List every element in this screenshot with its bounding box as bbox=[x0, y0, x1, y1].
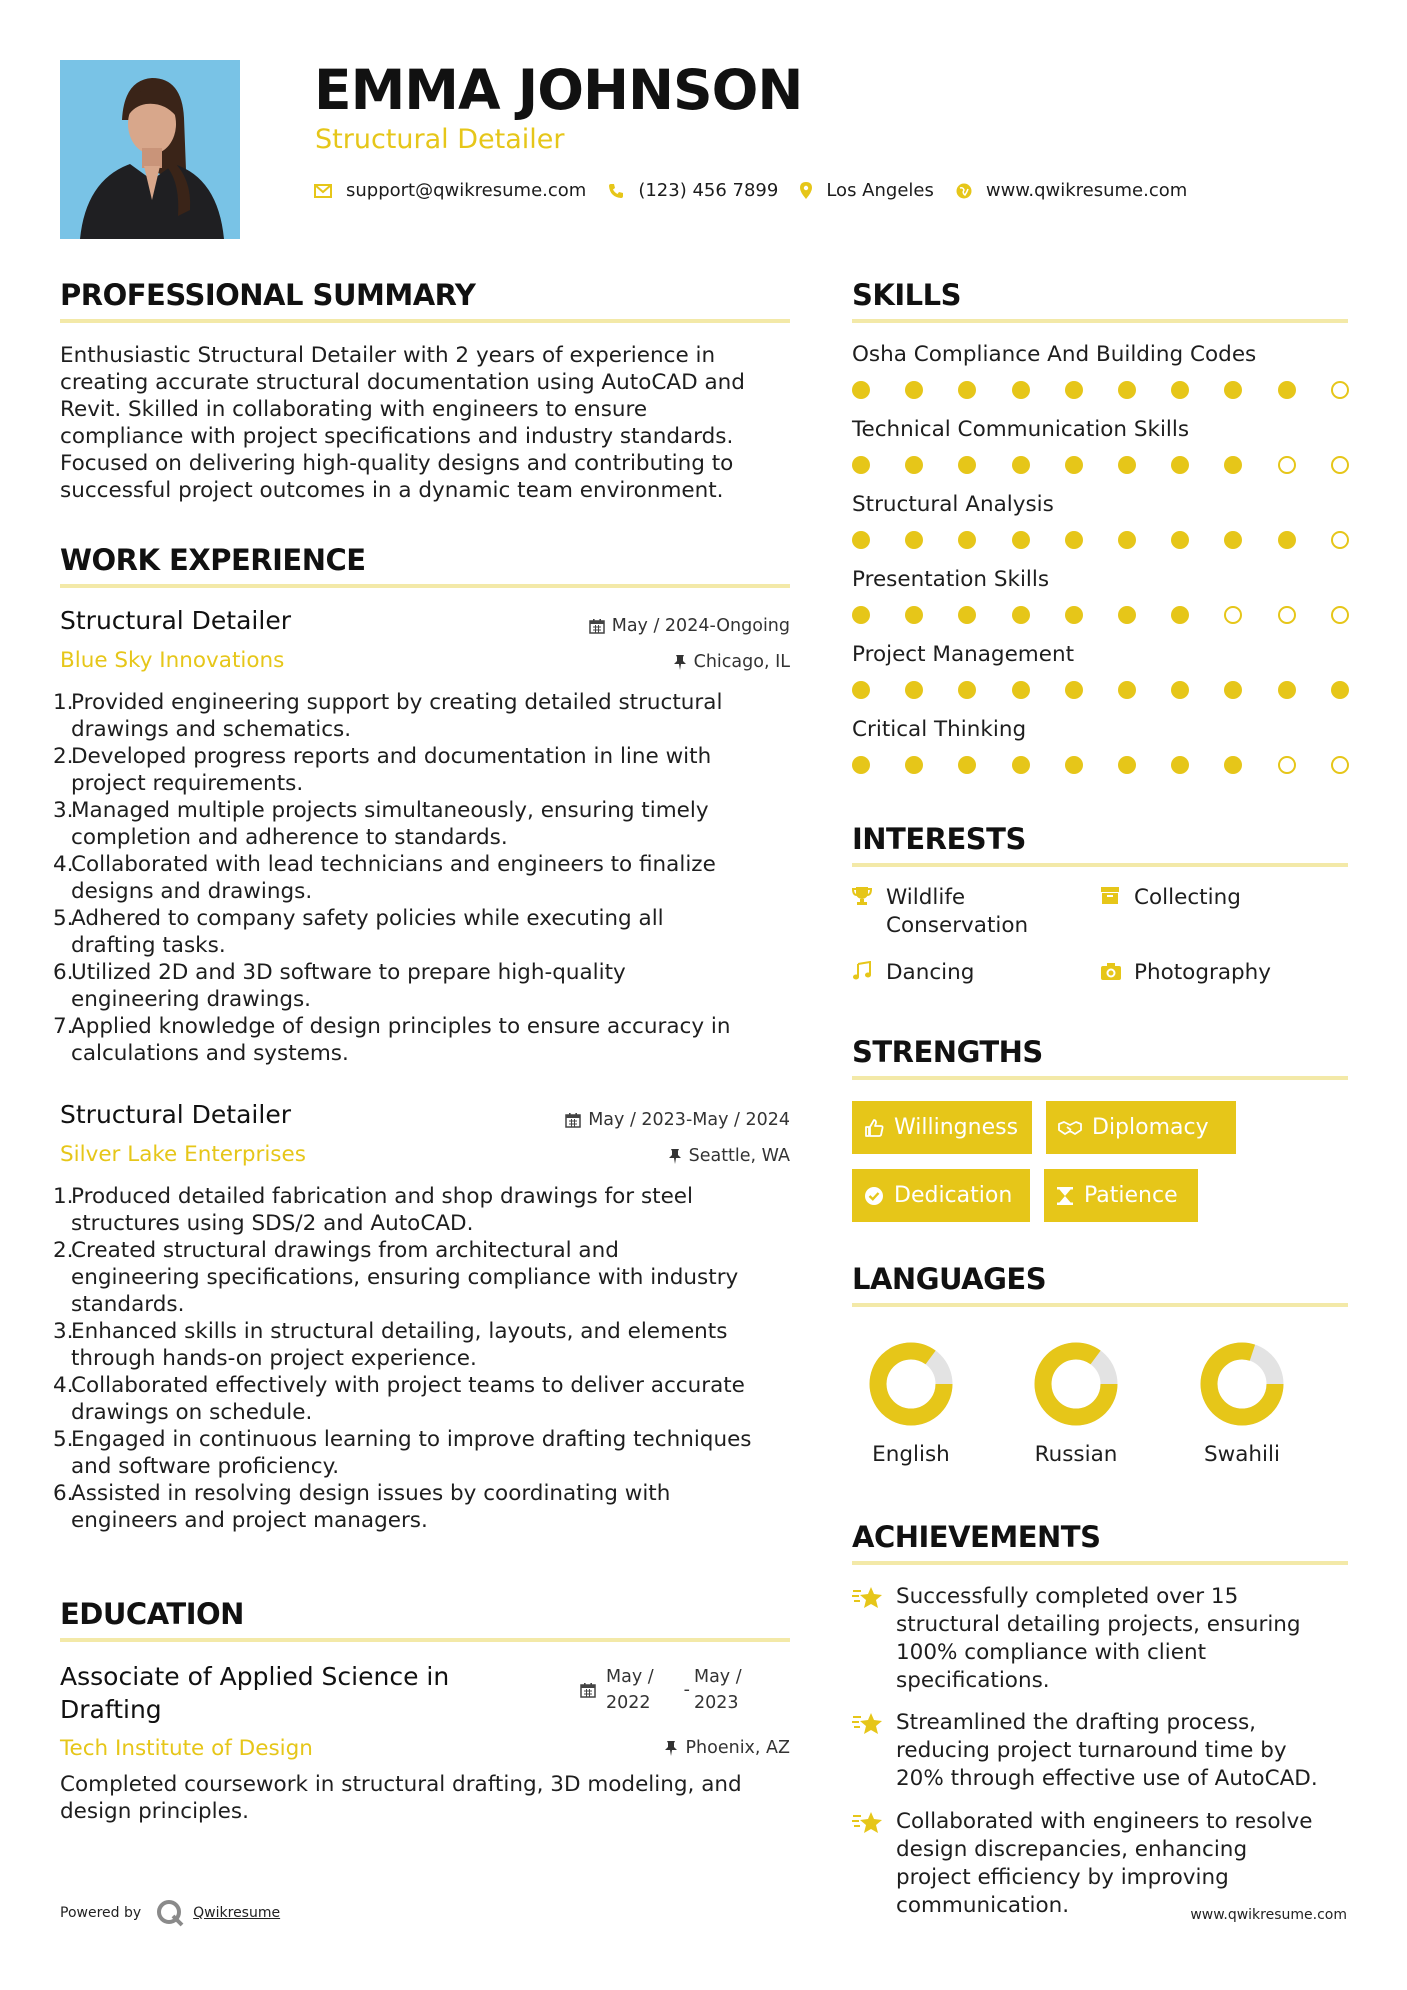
skill-dot-filled bbox=[1065, 381, 1083, 399]
skill-dot-empty bbox=[1224, 606, 1242, 624]
education-divider bbox=[60, 1638, 790, 1642]
skill-rating bbox=[852, 756, 1352, 776]
calendar-icon bbox=[589, 618, 605, 634]
handshake-icon bbox=[1058, 1118, 1082, 1138]
job-bullets bbox=[53, 689, 803, 1067]
summary-line: Focused on delivering high-quality designs and contributing to bbox=[60, 451, 734, 476]
skill-dot-filled bbox=[1118, 531, 1136, 549]
calendar-icon bbox=[580, 1682, 596, 1698]
skill-dot-filled bbox=[905, 531, 923, 549]
contact-location bbox=[800, 180, 934, 201]
list-item: 6. Assisted in resolving design issues by coordinating with engineers and project managers. bbox=[53, 1481, 671, 1533]
strength-badge: Patience bbox=[1044, 1169, 1198, 1222]
skill-dot-empty bbox=[1331, 606, 1349, 624]
location-text: Los Angeles bbox=[826, 180, 934, 201]
school-name: Tech Institute of Design bbox=[60, 1736, 313, 1761]
skill-dot-filled bbox=[1224, 531, 1242, 549]
skill-dot-filled bbox=[852, 381, 870, 399]
education-start: May / 2022 bbox=[606, 1667, 654, 1713]
list-item: 3. Managed multiple projects simultaneously, ensuring timely completion and adherence to standards. bbox=[53, 798, 709, 850]
skill-dot-filled bbox=[1171, 756, 1189, 774]
powered-by bbox=[60, 1898, 280, 1928]
skill-dot-filled bbox=[852, 456, 870, 474]
education-end: May / 2023 bbox=[693, 1667, 742, 1713]
contact-email[interactable] bbox=[314, 180, 586, 201]
languages-heading: LANGUAGES bbox=[852, 1262, 1047, 1296]
skill-dot-filled bbox=[1012, 381, 1030, 399]
skill-rating bbox=[852, 381, 1352, 401]
language-name: English bbox=[872, 1442, 950, 1467]
strengths-heading: STRENGTHS bbox=[852, 1035, 1043, 1069]
job-title: Structural Detailer bbox=[60, 606, 291, 635]
job-location bbox=[673, 652, 790, 672]
skill-dot-filled bbox=[1012, 456, 1030, 474]
skill-name: Project Management bbox=[852, 642, 1075, 667]
skill-dot-filled bbox=[852, 606, 870, 624]
skill-dot-filled bbox=[958, 756, 976, 774]
email-text: support@qwikresume.com bbox=[346, 180, 587, 201]
language-item bbox=[856, 1340, 966, 1467]
interest-item: Wildlife Conservation bbox=[852, 884, 1028, 940]
star-award-icon bbox=[852, 1585, 884, 1611]
company-name: Blue Sky Innovations bbox=[60, 648, 285, 673]
globe-icon bbox=[956, 183, 972, 199]
achievements-divider bbox=[852, 1561, 1348, 1565]
skill-dot-filled bbox=[1012, 606, 1030, 624]
check-circle-icon bbox=[864, 1186, 884, 1206]
website-text: www.qwikresume.com bbox=[985, 180, 1188, 201]
achievement-item: Collaborated with engineers to resolve design discrepancies, enhancing project efficiency by improving communication. bbox=[852, 1808, 1352, 1920]
skill-dot-filled bbox=[1118, 381, 1136, 399]
language-name: Russian bbox=[1034, 1442, 1118, 1467]
job-location-text: Chicago, IL bbox=[693, 652, 790, 672]
skill-name: Structural Analysis bbox=[852, 492, 1054, 517]
list-item: 2. Created structural drawings from architectural and engineering specifications, ensuring compliance with industry standards. bbox=[53, 1238, 739, 1317]
language-donut bbox=[1198, 1340, 1286, 1428]
language-item bbox=[1021, 1340, 1131, 1467]
list-item: 6. Utilized 2D and 3D software to prepare high-quality engineering drawings. bbox=[53, 960, 626, 1012]
pushpin-icon bbox=[668, 1148, 682, 1164]
list-item: 1. Provided engineering support by creating detailed structural drawings and schematics. bbox=[53, 690, 723, 742]
music-note-icon bbox=[852, 961, 872, 981]
skill-dot-filled bbox=[1118, 606, 1136, 624]
degree-title: Associate of Applied Science in Drafting bbox=[60, 1662, 450, 1724]
summary-heading: PROFESSIONAL SUMMARY bbox=[60, 278, 476, 312]
powered-by-label: Powered by bbox=[60, 1905, 142, 1921]
job-date-text: May / 2023-May / 2024 bbox=[588, 1110, 790, 1130]
skill-name: Technical Communication Skills bbox=[852, 417, 1190, 442]
star-award-icon bbox=[852, 1810, 884, 1836]
skill-dot-filled bbox=[958, 381, 976, 399]
language-donut bbox=[1032, 1340, 1120, 1428]
phone-text: (123) 456 7899 bbox=[638, 180, 779, 201]
summary-divider bbox=[60, 319, 790, 323]
profile-photo bbox=[60, 60, 240, 239]
education-dates bbox=[580, 1664, 742, 1716]
skill-dot-filled bbox=[1224, 381, 1242, 399]
list-item: 4. Collaborated effectively with project teams to deliver accurate drawings on schedule. bbox=[53, 1373, 745, 1425]
qwikresume-link[interactable]: Qwikresume bbox=[193, 1905, 281, 1921]
skill-dot-filled bbox=[1065, 606, 1083, 624]
skill-dot-filled bbox=[1065, 681, 1083, 699]
strength-badge: Diplomacy bbox=[1046, 1101, 1236, 1154]
skill-rating bbox=[852, 531, 1352, 551]
summary-line: Enthusiastic Structural Detailer with 2 years of experience in bbox=[60, 343, 716, 368]
candidate-title: Structural Detailer bbox=[315, 124, 565, 155]
skill-dot-filled bbox=[1171, 606, 1189, 624]
skill-dot-filled bbox=[1065, 531, 1083, 549]
skill-dot-filled bbox=[958, 681, 976, 699]
skill-dot-empty bbox=[1331, 456, 1349, 474]
skill-rating bbox=[852, 681, 1352, 701]
skill-dot-filled bbox=[1224, 756, 1242, 774]
skill-dot-empty bbox=[1278, 456, 1296, 474]
archive-box-icon bbox=[1100, 886, 1120, 906]
strength-badge: Dedication bbox=[852, 1169, 1030, 1222]
list-item: 4. Collaborated with lead technicians and engineers to finalize designs and drawings. bbox=[53, 852, 716, 904]
achievement-item: Streamlined the drafting process, reducing project turnaround time by 20% through effective use of AutoCAD. bbox=[852, 1709, 1352, 1793]
strengths-divider bbox=[852, 1076, 1348, 1080]
skill-dot-filled bbox=[1012, 756, 1030, 774]
education-location-text: Phoenix, AZ bbox=[685, 1738, 790, 1758]
experience-divider bbox=[60, 584, 790, 588]
skill-dot-filled bbox=[852, 531, 870, 549]
language-donut bbox=[867, 1340, 955, 1428]
language-item bbox=[1187, 1340, 1297, 1467]
trophy-icon bbox=[852, 886, 872, 906]
camera-icon bbox=[1100, 961, 1122, 981]
summary-line: successful project outcomes in a dynamic team environment. bbox=[60, 478, 724, 503]
pushpin-icon bbox=[664, 1740, 678, 1756]
skill-dot-filled bbox=[1118, 456, 1136, 474]
star-award-icon bbox=[852, 1711, 884, 1737]
qwikresume-logo-icon bbox=[155, 1898, 185, 1928]
skill-dot-filled bbox=[1118, 681, 1136, 699]
list-item: 5. Adhered to company safety policies while executing all drafting tasks. bbox=[53, 906, 664, 958]
skills-divider bbox=[852, 319, 1348, 323]
list-item: 7. Applied knowledge of design principles to ensure accuracy in calculations and systems. bbox=[53, 1014, 731, 1066]
candidate-name: EMMA JOHNSON bbox=[314, 58, 803, 122]
skill-dot-filled bbox=[905, 456, 923, 474]
skill-name: Critical Thinking bbox=[852, 717, 1027, 742]
skill-name: Presentation Skills bbox=[852, 567, 1050, 592]
education-location bbox=[664, 1738, 790, 1758]
skill-dot-empty bbox=[1331, 381, 1349, 399]
skill-dot-filled bbox=[1331, 681, 1349, 699]
languages-divider bbox=[852, 1303, 1348, 1307]
skill-dot-filled bbox=[852, 756, 870, 774]
strength-badge: Willingness bbox=[852, 1101, 1032, 1154]
skill-dot-filled bbox=[1224, 456, 1242, 474]
interests-divider bbox=[852, 863, 1348, 867]
skill-dot-empty bbox=[1278, 606, 1296, 624]
calendar-icon bbox=[565, 1112, 581, 1128]
summary-line: compliance with project specifications and industry standards. bbox=[60, 424, 734, 449]
summary-text bbox=[60, 342, 800, 504]
skill-name: Osha Compliance And Building Codes bbox=[852, 342, 1257, 367]
summary-line: creating accurate structural documentation using AutoCAD and bbox=[60, 370, 745, 395]
skill-dot-filled bbox=[1224, 681, 1242, 699]
job-bullets bbox=[53, 1183, 803, 1534]
interest-item: Dancing bbox=[852, 959, 974, 987]
skill-dot-filled bbox=[1171, 531, 1189, 549]
job-location bbox=[668, 1146, 790, 1166]
job-location-text: Seattle, WA bbox=[688, 1146, 790, 1166]
job-date-text: May / 2024-Ongoing bbox=[611, 616, 790, 636]
skill-rating bbox=[852, 456, 1352, 476]
achievements-heading: ACHIEVEMENTS bbox=[852, 1520, 1101, 1554]
skill-dot-filled bbox=[1065, 756, 1083, 774]
skills-heading: SKILLS bbox=[852, 278, 961, 312]
education-description: Completed coursework in structural drafting, 3D modeling, and design principles. bbox=[60, 1772, 742, 1824]
skill-dot-filled bbox=[1278, 381, 1296, 399]
skill-dot-filled bbox=[905, 606, 923, 624]
skill-dot-filled bbox=[1171, 681, 1189, 699]
skill-dot-filled bbox=[958, 606, 976, 624]
summary-line: Revit. Skilled in collaborating with engineers to ensure bbox=[60, 397, 648, 422]
job-date bbox=[565, 1110, 790, 1130]
skill-dot-filled bbox=[1118, 756, 1136, 774]
job-title: Structural Detailer bbox=[60, 1100, 291, 1129]
skill-dot-filled bbox=[1278, 531, 1296, 549]
list-item: 3. Enhanced skills in structural detailing, layouts, and elements through hands-on project experience. bbox=[53, 1319, 728, 1371]
skill-dot-filled bbox=[1065, 456, 1083, 474]
experience-heading: WORK EXPERIENCE bbox=[60, 543, 366, 577]
list-item: 2. Developed progress reports and documentation in line with project requirements. bbox=[53, 744, 712, 796]
footer-website[interactable]: www.qwikresume.com bbox=[1190, 1907, 1347, 1923]
interest-item: Photography bbox=[1100, 959, 1271, 987]
envelope-icon bbox=[314, 184, 332, 198]
skill-dot-empty bbox=[1331, 531, 1349, 549]
hourglass-icon bbox=[1056, 1186, 1074, 1206]
skill-dot-empty bbox=[1331, 756, 1349, 774]
skill-dot-filled bbox=[905, 756, 923, 774]
interests-heading: INTERESTS bbox=[852, 822, 1026, 856]
skill-dot-filled bbox=[1012, 681, 1030, 699]
thumbs-up-icon bbox=[864, 1118, 884, 1138]
date-separator: - bbox=[683, 1680, 690, 1700]
contact-phone[interactable] bbox=[608, 180, 778, 201]
job-date bbox=[589, 616, 790, 636]
contact-website[interactable] bbox=[956, 180, 1187, 201]
pushpin-icon bbox=[673, 654, 687, 670]
skill-dot-filled bbox=[1278, 681, 1296, 699]
language-name: Swahili bbox=[1204, 1442, 1280, 1467]
map-pin-icon bbox=[800, 182, 812, 199]
skill-dot-filled bbox=[958, 531, 976, 549]
contact-bar bbox=[314, 180, 1209, 201]
skill-dot-filled bbox=[905, 381, 923, 399]
interest-item: Collecting bbox=[1100, 884, 1241, 912]
education-heading: EDUCATION bbox=[60, 1597, 244, 1631]
skill-dot-filled bbox=[852, 681, 870, 699]
skill-dot-filled bbox=[1171, 456, 1189, 474]
phone-icon bbox=[608, 183, 624, 199]
skill-dot-filled bbox=[905, 681, 923, 699]
skill-dot-empty bbox=[1278, 756, 1296, 774]
skill-dot-filled bbox=[958, 456, 976, 474]
company-name: Silver Lake Enterprises bbox=[60, 1142, 306, 1167]
list-item: 1. Produced detailed fabrication and shop drawings for steel structures using SDS/2 and AutoCAD. bbox=[53, 1184, 693, 1236]
skill-rating bbox=[852, 606, 1352, 626]
list-item: 5. Engaged in continuous learning to improve drafting techniques and software proficiency. bbox=[53, 1427, 752, 1479]
skill-dot-filled bbox=[1171, 381, 1189, 399]
achievement-item: Successfully completed over 15 structural detailing projects, ensuring 100% compliance with client specifications. bbox=[852, 1583, 1352, 1695]
skill-dot-filled bbox=[1012, 531, 1030, 549]
